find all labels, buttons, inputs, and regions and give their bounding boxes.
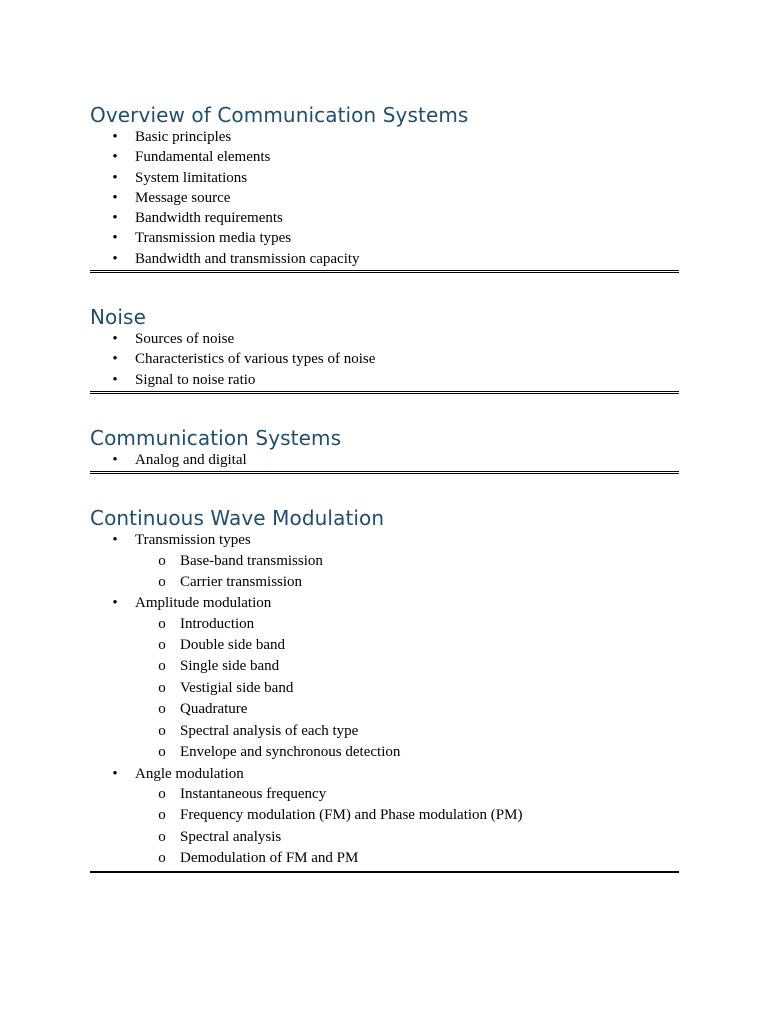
list-item: • Bandwidth and transmission capacity — [90, 249, 679, 269]
section-heading: Overview of Communication Systems — [90, 103, 469, 127]
sub-list-item: o Introduction — [90, 614, 679, 635]
list-item: • Fundamental elements — [90, 147, 679, 167]
circle-bullet-icon: o — [158, 785, 166, 802]
sub-list-item: o Base-band transmission — [90, 551, 679, 572]
circle-bullet-icon: o — [158, 679, 166, 696]
circle-bullet-icon: o — [158, 722, 166, 739]
list-item: • System limitations — [90, 168, 679, 188]
sub-list-item: o Instantaneous frequency — [90, 784, 679, 805]
circle-bullet-icon: o — [158, 573, 166, 590]
bullet-list — [90, 530, 679, 869]
sub-list-item: o Envelope and synchronous detection — [90, 742, 679, 763]
sub-list-item: o Vestigial side band — [90, 678, 679, 699]
circle-bullet-icon: o — [158, 701, 166, 718]
section-divider — [90, 471, 679, 474]
bullet-icon: • — [112, 149, 118, 166]
sub-list-item: o Demodulation of FM and PM — [90, 848, 679, 869]
circle-bullet-icon: o — [158, 744, 166, 761]
bullet-icon: • — [112, 210, 118, 227]
section-overview — [90, 100, 679, 273]
section-heading: Communication Systems — [90, 425, 342, 450]
sub-list-item: o Quadrature — [90, 699, 679, 720]
circle-bullet-icon: o — [158, 658, 166, 675]
sub-list-item: o Frequency modulation (FM) and Phase modulation (PM) — [90, 805, 679, 826]
circle-bullet-icon: o — [158, 615, 166, 632]
circle-bullet-icon: o — [158, 828, 166, 845]
section-divider — [90, 871, 679, 873]
list-item: • Sources of noise — [90, 329, 679, 349]
sub-list-item: o Single side band — [90, 656, 679, 677]
section-divider — [90, 270, 679, 273]
bullet-icon: • — [112, 595, 118, 612]
list-item: • Angle modulation — [90, 764, 679, 784]
list-item: • Amplitude modulation — [90, 593, 679, 613]
circle-bullet-icon: o — [158, 850, 166, 867]
circle-bullet-icon: o — [158, 807, 166, 824]
sub-list-item: o Spectral analysis of each type — [90, 721, 679, 742]
bullet-icon: • — [112, 532, 118, 549]
section-heading: Continuous Wave Modulation — [90, 506, 385, 531]
list-item: • Characteristics of various types of noise — [90, 349, 679, 369]
section-divider — [90, 391, 679, 394]
sub-list-item: o Carrier transmission — [90, 572, 679, 593]
bullet-icon: • — [112, 765, 118, 782]
bullet-list — [90, 450, 679, 470]
bullet-icon: • — [112, 169, 118, 186]
bullet-icon: • — [112, 371, 118, 388]
list-item: • Basic principles — [90, 127, 679, 147]
list-item: • Bandwidth requirements — [90, 208, 679, 228]
bullet-icon: • — [112, 351, 118, 368]
section-communication-systems — [90, 423, 679, 474]
section-heading: Noise — [90, 305, 146, 330]
circle-bullet-icon: o — [158, 552, 166, 569]
bullet-icon: • — [112, 129, 118, 145]
sub-list-item: o Spectral analysis — [90, 827, 679, 848]
bullet-icon: • — [112, 189, 118, 206]
list-item: • Analog and digital — [90, 450, 679, 470]
bullet-list — [90, 329, 679, 390]
bullet-icon: • — [112, 451, 118, 468]
sub-list-item: o Double side band — [90, 635, 679, 656]
bullet-icon: • — [112, 331, 118, 348]
list-item: • Signal to noise ratio — [90, 370, 679, 390]
bullet-icon: • — [112, 230, 118, 247]
bullet-list — [90, 127, 679, 269]
document-page — [90, 100, 679, 873]
circle-bullet-icon: o — [158, 637, 166, 654]
section-noise — [90, 302, 679, 394]
list-item: • Message source — [90, 188, 679, 208]
bullet-icon: • — [112, 250, 118, 267]
list-item: • Transmission types — [90, 530, 679, 550]
list-item: • Transmission media types — [90, 228, 679, 248]
section-continuous-wave-modulation — [90, 503, 679, 873]
